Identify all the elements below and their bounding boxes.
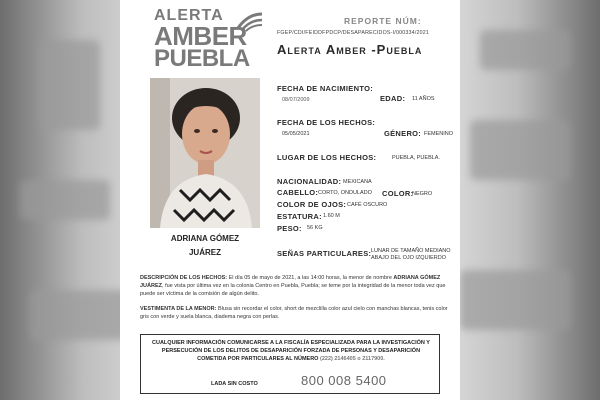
nationality-value: MEXICANA: [343, 179, 372, 185]
person-name-line-2: JUÁREZ: [188, 248, 221, 257]
incident-description: [140, 274, 448, 298]
backdrop-shape: [40, 40, 100, 130]
incident-description-label: DESCRIPCIÓN DE LOS HECHOS:: [140, 275, 228, 281]
report-number: FGEP/CDI/FEIDDFPDCP/DESAPARECIDOS-I/000334/2021: [277, 30, 430, 36]
contact-box: [140, 334, 440, 394]
weight-label: PESO:: [277, 224, 302, 233]
missing-person-photo: [150, 78, 260, 228]
clothing-text: Blusa sin recordar el color, short de mezclilla color azul cielo con manchas blancas, tenis color gris con verde y suela blanca, diadema negra con perlas.: [140, 306, 448, 320]
logo-line-3: PUEBLA: [154, 45, 250, 72]
backdrop-shape: [480, 30, 570, 70]
toll-free-number: 800 008 5400: [301, 373, 387, 388]
distinguishing-marks-label: SEÑAS PARTICULARES:: [277, 249, 372, 258]
gender-label: GÉNERO:: [384, 129, 422, 138]
hair-color-label: COLOR:: [382, 189, 414, 198]
height-value: 1.60 M: [323, 213, 340, 219]
contact-phones: (222) 2146405 o 2117900.: [320, 356, 385, 362]
clothing-description: [140, 305, 448, 321]
birth-date-label: FECHA DE NACIMIENTO:: [277, 84, 373, 93]
event-date-label: FECHA DE LOS HECHOS:: [277, 118, 376, 127]
place-value: PUEBLA, PUEBLA.: [392, 155, 440, 161]
backdrop-shape: [470, 120, 570, 180]
gender-value: FEMENINO: [424, 131, 454, 137]
nationality-label: NACIONALIDAD:: [277, 177, 342, 186]
clothing-label: VESTIMENTA DE LA MENOR:: [140, 306, 217, 312]
weight-value: 56 KG: [307, 225, 323, 231]
age-label: EDAD:: [380, 94, 406, 103]
alert-poster: [120, 0, 460, 400]
event-date-value: 05/05/2021: [282, 131, 310, 137]
logo-line-2: AMBER: [154, 21, 247, 51]
backdrop-shape: [20, 180, 110, 220]
backdrop-shape: [460, 270, 570, 330]
toll-free-label: LADA SIN COSTO: [211, 381, 258, 387]
backdrop-shape: [30, 290, 130, 340]
signal-waves-icon: [234, 10, 264, 32]
contact-text: CUALQUIER INFORMACIÓN COMUNICARSE A LA FISCALÍA ESPECIALIZADA PARA LA INVESTIGACIÓN Y PERSECUCIÓN DE LOS DELITOS DE DESAPARICIÓN FORZADA DE PERSONAS Y DESAPARICIÓN COMETIDA POR PARTICULARES AL NÚMERO: [152, 340, 430, 362]
incident-description-text-a: El día 05 de mayo de 2021, a las 14:00 horas, la menor de nombre: [227, 275, 394, 281]
report-label: REPORTE NÚM:: [344, 16, 422, 26]
hair-label: CABELLO:: [277, 188, 319, 197]
height-label: ESTATURA:: [277, 212, 322, 221]
logo-line-1: ALERTA: [154, 7, 224, 24]
eye-color-value: CAFÉ OSCURO: [347, 202, 388, 208]
distinguishing-marks-value-2: ABAJO DEL OJO IZQUIERDO: [371, 255, 446, 261]
alerta-amber-logo: [154, 8, 254, 72]
birth-date-value: 08/07/2009: [282, 97, 310, 103]
hair-color-value: NEGRO: [412, 191, 433, 197]
incident-description-text-b: , fue vista por última vez en la colonia Centro en Puebla, Puebla; se teme por la integridad de la menor toda vez que puede ser víctima de la comisión de algún delito.: [140, 283, 446, 297]
distinguishing-marks-value-1: LUNAR DE TAMAÑO MEDIANO: [371, 248, 451, 254]
person-name: [150, 232, 260, 260]
incident-description-name: ADRIANA GÓMEZ JUÁREZ: [140, 275, 441, 289]
portrait-illustration: [150, 78, 260, 228]
age-value: 11 AÑOS: [412, 96, 435, 102]
hair-value: CORTO, ONDULADO: [318, 190, 372, 196]
place-label: LUGAR DE LOS HECHOS:: [277, 153, 377, 162]
backdrop-right: [450, 0, 600, 400]
eye-color-label: COLOR DE OJOS:: [277, 200, 347, 209]
page-title: Alerta Amber -Puebla: [277, 42, 423, 57]
contact-info: [147, 339, 435, 363]
person-name-line-1: ADRIANA GÓMEZ: [170, 234, 240, 243]
